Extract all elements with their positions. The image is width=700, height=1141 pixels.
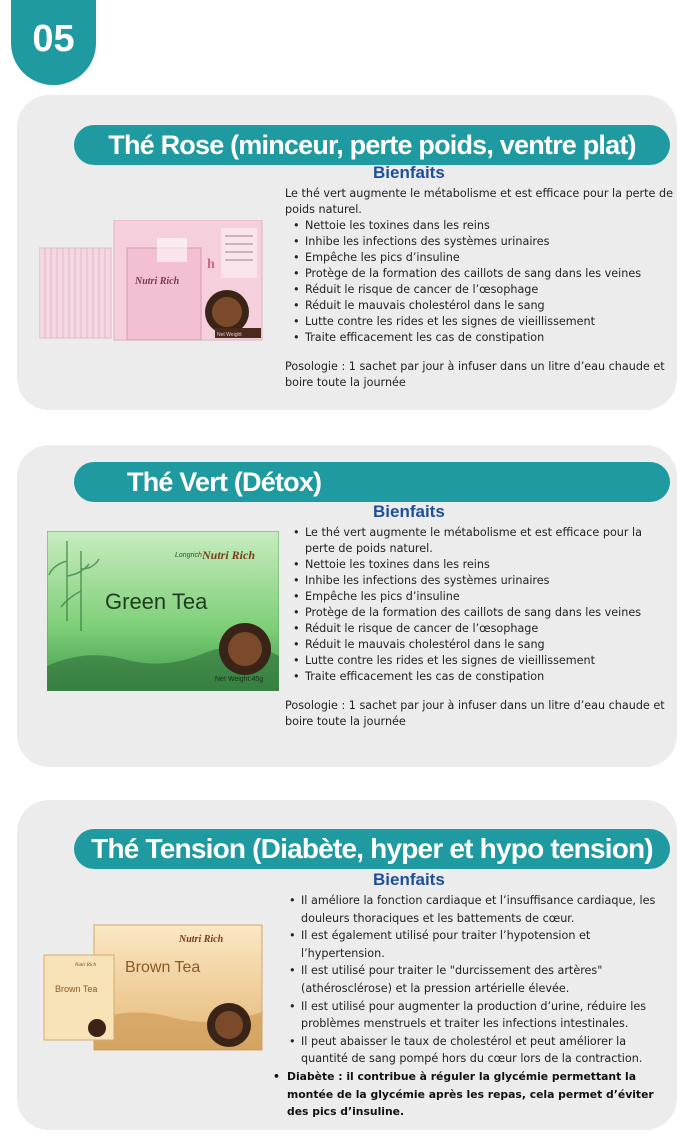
list-item: • Lutte contre les rides et les signes de vieillissement bbox=[285, 314, 675, 330]
list-item: • Il peut abaisser le taux de cholestérol et peut améliorer la quantité de sang pompé hors du cœur lors de la contraction. bbox=[285, 1033, 670, 1068]
list-item: • Traite efficacement les cas de constipation bbox=[285, 330, 675, 346]
list-item: • Traite efficacement les cas de constipation bbox=[285, 669, 675, 685]
list-item: • Protège de la formation des caillots de sang dans les veines bbox=[285, 266, 675, 282]
list-item: • Réduit le mauvais cholestérol dans le sang bbox=[285, 298, 675, 314]
benefits-list bbox=[285, 525, 675, 685]
rose-tea-product-image bbox=[39, 220, 264, 345]
benefits-list bbox=[285, 218, 675, 346]
net-weight-text: Net Weight:45g bbox=[215, 676, 264, 683]
longrich-logo: Longrich bbox=[175, 552, 202, 559]
list-item: • Nettoie les toxines dans les reins bbox=[285, 218, 675, 234]
brand-logo: Nutri Rich bbox=[135, 276, 180, 287]
list-item: • Protège de la formation des caillots de sang dans les veines bbox=[285, 605, 675, 621]
list-item: • Le thé vert augmente le métabolisme et est efficace pour la perte de poids naturel. bbox=[285, 525, 675, 557]
benefits-text bbox=[285, 186, 675, 391]
list-item: • Il est utilisé pour augmenter la production d’urine, réduire les problèmes menstruels et traiter les infections intestinales. bbox=[285, 998, 670, 1033]
list-item: • Il est également utilisé pour traiter l’hypotension et l’hypertension. bbox=[285, 927, 670, 962]
posology-text: Posologie : 1 sachet par jour à infuser dans un litre d’eau chaude et boire toute la journée bbox=[285, 360, 665, 389]
benefits-heading: Bienfaits bbox=[373, 163, 445, 182]
list-item: • Nettoie les toxines dans les reins bbox=[285, 557, 675, 573]
list-item: • Empêche les pics d’insuline bbox=[285, 589, 675, 605]
green-tea-product-image bbox=[47, 531, 279, 691]
posology-text: Posologie : 1 sachet par jour à infuser dans un litre d’eau chaude et boire toute la journée bbox=[285, 699, 665, 728]
benefits-text bbox=[285, 525, 675, 730]
list-item: • Lutte contre les rides et les signes de vieillissement bbox=[285, 653, 675, 669]
section-title: Thé Tension (Diabète, hyper et hypo tension) bbox=[74, 829, 670, 869]
list-item: • Il est utilisé pour traiter le "durcissement des artères" (athérosclérose) et la pression artérielle élevée. bbox=[285, 962, 670, 997]
sachet-label: Brown Tea bbox=[55, 984, 98, 994]
section-card-the-vert bbox=[17, 445, 677, 767]
brown-tea-product-image bbox=[39, 920, 264, 1060]
section-title: Thé Rose (minceur, perte poids, ventre plat) bbox=[74, 125, 670, 165]
sachet-brand: Nutri Rich bbox=[75, 963, 96, 968]
product-name: Brown Tea bbox=[125, 959, 201, 976]
brand-logo: Nutri Rich bbox=[179, 934, 224, 945]
box-label: h bbox=[207, 257, 215, 272]
list-item: • Empêche les pics d’insuline bbox=[285, 250, 675, 266]
product-name: Green Tea bbox=[105, 589, 208, 614]
net-weight-text: Net Weight bbox=[217, 332, 242, 338]
benefits-list bbox=[285, 892, 670, 1121]
list-item: • Réduit le mauvais cholestérol dans le sang bbox=[285, 637, 675, 653]
brand-logo: Nutri Rich bbox=[202, 548, 256, 562]
list-item: • Réduit le risque de cancer de l’œsophage bbox=[285, 282, 675, 298]
list-item: • Inhibe les infections des systèmes urinaires bbox=[285, 573, 675, 589]
intro-text: Le thé vert augmente le métabolisme et est efficace pour la perte de poids naturel. bbox=[285, 187, 673, 216]
list-item: • Réduit le risque de cancer de l’œsophage bbox=[285, 621, 675, 637]
benefits-heading: Bienfaits bbox=[373, 870, 445, 889]
section-title: Thé Vert (Détox) bbox=[74, 462, 670, 502]
list-item: • Il améliore la fonction cardiaque et l’insuffisance cardiaque, les douleurs thoraciques et les battements de cœur. bbox=[285, 892, 670, 927]
page-number-badge: 05 bbox=[11, 0, 96, 85]
benefits-text bbox=[285, 892, 670, 1121]
diabetes-item: • Diabète : il contribue à réguler la glycémie permettant la montée de la glycémie après les repas, cela permet d’éviter des pics d’insuline. bbox=[267, 1068, 670, 1121]
tea-sachets bbox=[39, 248, 111, 338]
section-card-the-rose bbox=[17, 95, 677, 410]
list-item: • Inhibe les infections des systèmes urinaires bbox=[285, 234, 675, 250]
benefits-heading: Bienfaits bbox=[373, 502, 445, 521]
section-card-the-tension bbox=[17, 800, 677, 1130]
